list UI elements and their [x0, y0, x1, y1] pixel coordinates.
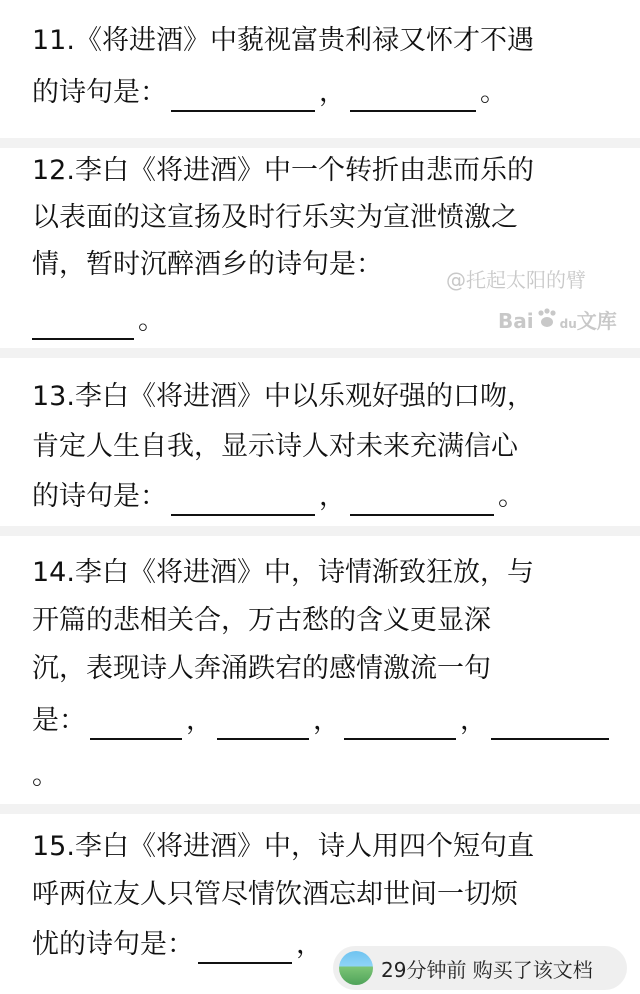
- q11-line1: 11.《将进酒》中藐视富贵利禄又怀才不遇: [32, 25, 534, 56]
- q14-line3: 沉，表现诗人奔涌跌宕的感情激流一句: [32, 653, 491, 684]
- q15-line2: 呼两位友人只管尽情饮酒忘却世间一切烦: [32, 879, 518, 910]
- brand-paw-text: du: [559, 317, 577, 331]
- answer-blank[interactable]: [350, 484, 494, 516]
- purchase-text: 29分钟前 购买了该文档: [381, 957, 593, 982]
- q15-prefix: 忧的诗句是：: [32, 929, 194, 960]
- paw-icon: [536, 308, 558, 333]
- answer-blank[interactable]: [491, 708, 609, 740]
- q14-line1: 14.李白《将进酒》中，诗情渐致狂放，与: [32, 557, 534, 588]
- brand-left: Bai: [498, 309, 534, 333]
- q15-sep: ，: [296, 929, 323, 960]
- q15-line1: 15.李白《将进酒》中，诗人用四个短句直: [32, 831, 534, 862]
- user-watermark: @托起太阳的臂: [446, 268, 586, 292]
- baidu-wenku-watermark: [498, 305, 617, 334]
- q14-line5: [32, 757, 59, 795]
- answer-blank[interactable]: [198, 932, 292, 964]
- q11-sep: ，: [319, 77, 346, 108]
- q12-line4: [32, 302, 165, 340]
- answer-blank[interactable]: [350, 80, 476, 112]
- answer-blank[interactable]: [171, 80, 315, 112]
- answer-blank[interactable]: [217, 708, 309, 740]
- q12-end: 。: [138, 305, 165, 336]
- divider: [0, 804, 640, 814]
- q11-prefix: 的诗句是：: [32, 77, 167, 108]
- q13-line3: [32, 478, 525, 516]
- divider: [0, 526, 640, 536]
- answer-blank[interactable]: [32, 308, 134, 340]
- q11-end: 。: [480, 77, 507, 108]
- q14-line2: 开篇的悲相关合，万古愁的含义更显深: [32, 605, 491, 636]
- q14-line4: [32, 702, 613, 740]
- q13-end: 。: [498, 481, 525, 512]
- q14-sep: ，: [186, 705, 213, 736]
- q14-end: 。: [32, 760, 59, 791]
- q13-line2: 肯定人生自我，显示诗人对未来充满信心: [32, 431, 518, 462]
- brand-right: 文库: [576, 309, 617, 333]
- q14-sep: ，: [460, 705, 487, 736]
- q13-line1: 13.李白《将进酒》中以乐观好强的口吻，: [32, 381, 534, 412]
- q15-line3: [32, 926, 323, 964]
- answer-blank[interactable]: [171, 484, 315, 516]
- avatar: [339, 951, 373, 985]
- q14-prefix: 是：: [32, 705, 86, 736]
- divider: [0, 138, 640, 148]
- purchase-notification[interactable]: [333, 946, 627, 990]
- answer-blank[interactable]: [90, 708, 182, 740]
- q12-line3-text: 情，暂时沉醉酒乡的诗句是：: [32, 249, 383, 280]
- answer-blank[interactable]: [344, 708, 456, 740]
- q12-line1: 12.李白《将进酒》中一个转折由悲而乐的: [32, 155, 534, 186]
- q12-line2: 以表面的这宣扬及时行乐实为宣泄愤激之: [32, 202, 518, 233]
- q11-line2: [32, 74, 507, 112]
- q13-prefix: 的诗句是：: [32, 481, 167, 512]
- q14-sep: ，: [313, 705, 340, 736]
- q13-sep: ，: [319, 481, 346, 512]
- q12-line3: [32, 246, 383, 284]
- divider: [0, 348, 640, 358]
